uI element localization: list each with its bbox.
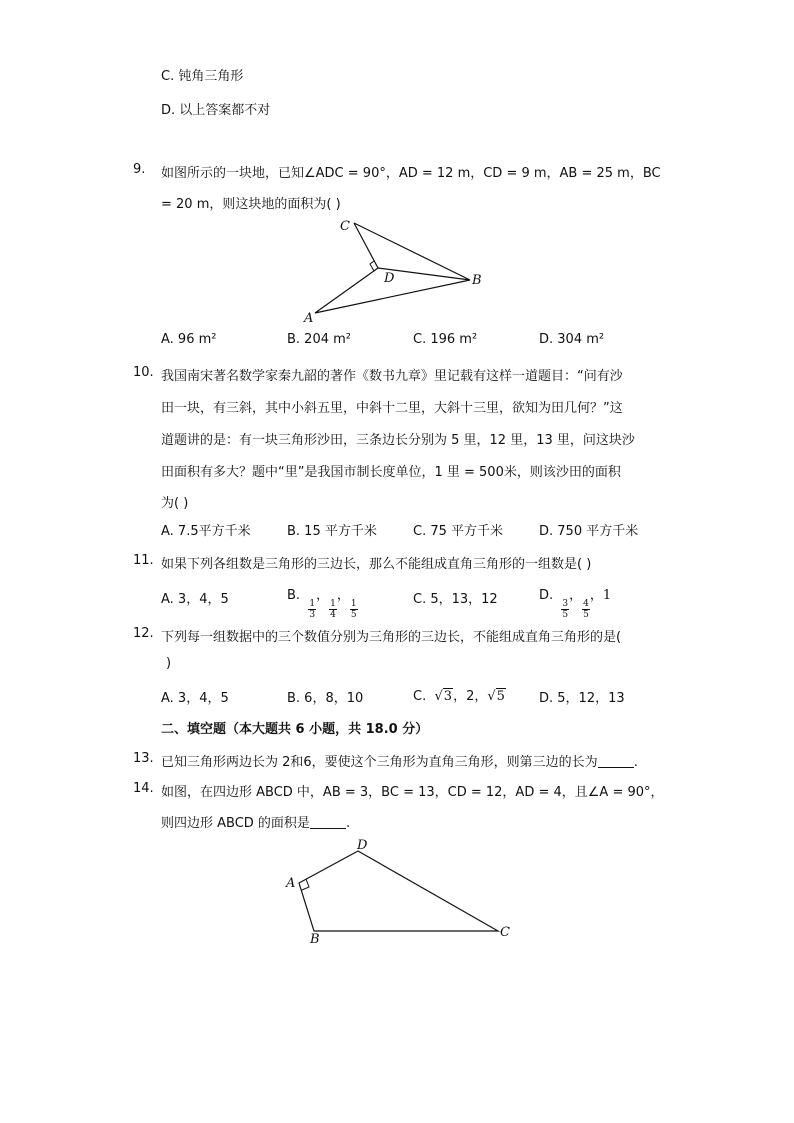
q14-quadrilateral bbox=[299, 851, 498, 931]
q14-line2: 则四边形 ABCD 的面积是 . bbox=[161, 816, 351, 831]
q13-line: 已知三角形两边长为 2和6，要使这个三角形为直角三角形，则第三边的长为 . bbox=[161, 755, 638, 770]
q11-option-d: D. $\frac{3}{5}$ ， $\frac{4}{5}$ ，1 bbox=[539, 588, 612, 620]
q10-option-c: C. 75 平方千米 bbox=[413, 524, 504, 539]
q10-line2: 田一块，有三斜，其中小斜五里，中斜十二里，大斜十三里，欲知为田几何？”这 bbox=[161, 401, 623, 416]
q10-number: 10. bbox=[133, 365, 154, 380]
q9-option-a: A. 96 m² bbox=[161, 332, 217, 347]
q10-line3: 道题讲的是：有一块三角形沙田，三条边长分别为 5 里，12 里，13 里，问这块沙 bbox=[161, 433, 635, 448]
q13-stem: 已知三角形两边长为 2和6，要使这个三角形为直角三角形，则第三边的长为 bbox=[161, 755, 598, 770]
q9-label-d: D bbox=[384, 271, 395, 286]
q12-option-c-sqrt3: √3 bbox=[434, 689, 453, 704]
q11-option-c: C. 5，13，12 bbox=[413, 592, 498, 607]
q9-stem-line2: = 20 m，则这块地的面积为( ) bbox=[161, 197, 341, 212]
q11-option-b-frac1: $\frac{1}{3}$ bbox=[309, 599, 316, 620]
q9-shape-outline bbox=[315, 223, 470, 313]
q10-option-b: B. 15 平方千米 bbox=[287, 524, 377, 539]
q14-label-c: C bbox=[500, 925, 510, 940]
q9-number: 9. bbox=[133, 162, 146, 177]
q11-option-b-prefix: B. bbox=[287, 588, 301, 603]
q11-number: 11. bbox=[133, 553, 154, 568]
q11-option-d-frac1: $\frac{3}{5}$ bbox=[562, 599, 569, 620]
q9-option-c: C. 196 m² bbox=[413, 332, 478, 347]
q12-stem-line1: 下列每一组数据中的三个数值分别为三角形的三边长，不能组成直角三角形的是( bbox=[161, 630, 622, 645]
q9-label-b: B bbox=[472, 273, 482, 288]
q12-option-d: D. 5，12，13 bbox=[539, 691, 625, 706]
q11-option-d-frac2: $\frac{4}{5}$ bbox=[583, 599, 589, 620]
q9-stem-line1: 如图所示的一块地，已知∠ADC = 90°，AD = 12 m，CD = 9 m，AB = 25 m，BC bbox=[161, 166, 661, 181]
q9-label-c: C bbox=[340, 219, 350, 234]
q14-label-d: D bbox=[357, 838, 368, 853]
q9-option-b: B. 204 m² bbox=[287, 332, 352, 347]
q10-option-a: A. 7.5平方千米 bbox=[161, 524, 251, 539]
section-heading-fill-in: 二、填空题（本大题共 6 小题，共 18.0 分） bbox=[161, 722, 429, 737]
q10-line4: 田面积有多大？题中“里”是我国市制长度单位，1 里 = 500米，则该沙田的面积 bbox=[161, 465, 621, 480]
q11-option-b-frac3: $\frac{1}{5}$ bbox=[350, 599, 357, 620]
q12-number: 12. bbox=[133, 626, 154, 641]
q14-stem-line2: 则四边形 ABCD 的面积是 bbox=[161, 816, 310, 831]
q14-answer-blank[interactable] bbox=[310, 816, 346, 829]
q11-option-b: B. $\frac{1}{3}$ ， $\frac{1}{4}$ ， $\frac{1}{5}$ bbox=[287, 588, 357, 620]
q12-option-a: A. 3，4，5 bbox=[161, 691, 229, 706]
q14-figure bbox=[280, 835, 520, 950]
q9-segment-cd bbox=[354, 223, 378, 268]
q10-option-d: D. 750 平方千米 bbox=[539, 524, 639, 539]
q12-option-b: B. 6，8，10 bbox=[287, 691, 364, 706]
q14-stem-line1: 如图，在四边形 ABCD 中，AB = 3，BC = 13，CD = 12，AD = 4，且∠A = 90°， bbox=[161, 785, 664, 800]
q11-option-d-prefix: D. bbox=[539, 588, 554, 603]
q9-right-angle-mark bbox=[370, 261, 374, 271]
q8-option-d: D. 以上答案都不对 bbox=[161, 103, 271, 118]
q8-option-c: C. 钝角三角形 bbox=[161, 69, 244, 84]
q11-option-d-tail: 1 bbox=[602, 588, 612, 603]
q12-option-c-sqrt5: √5 bbox=[487, 689, 505, 704]
q10-line1: 我国南宋著名数学家秦九韶的著作《数书九章》里记载有这样一道题目：“问有沙 bbox=[161, 369, 623, 384]
q13-answer-blank[interactable] bbox=[598, 755, 634, 768]
q9-figure bbox=[295, 212, 495, 327]
q11-stem: 如果下列各组数是三角形的三边长，那么不能组成直角三角形的一组数是( ) bbox=[161, 557, 592, 572]
q13-number: 13. bbox=[133, 751, 154, 766]
q14-number: 14. bbox=[133, 781, 154, 796]
q14-label-a: A bbox=[286, 876, 296, 891]
q12-stem-line2: ) bbox=[166, 656, 172, 671]
q10-line5: 为( ) bbox=[161, 496, 189, 511]
q9-option-d: D. 304 m² bbox=[539, 332, 605, 347]
q11-option-a: A. 3，4，5 bbox=[161, 592, 229, 607]
q14-label-b: B bbox=[310, 932, 320, 947]
q11-option-b-frac2: $\frac{1}{4}$ bbox=[330, 599, 336, 620]
q12-option-c-prefix: C. bbox=[413, 689, 427, 704]
q12-option-c: C. √3，2，√5 bbox=[413, 689, 505, 704]
q9-label-a: A bbox=[304, 311, 314, 326]
